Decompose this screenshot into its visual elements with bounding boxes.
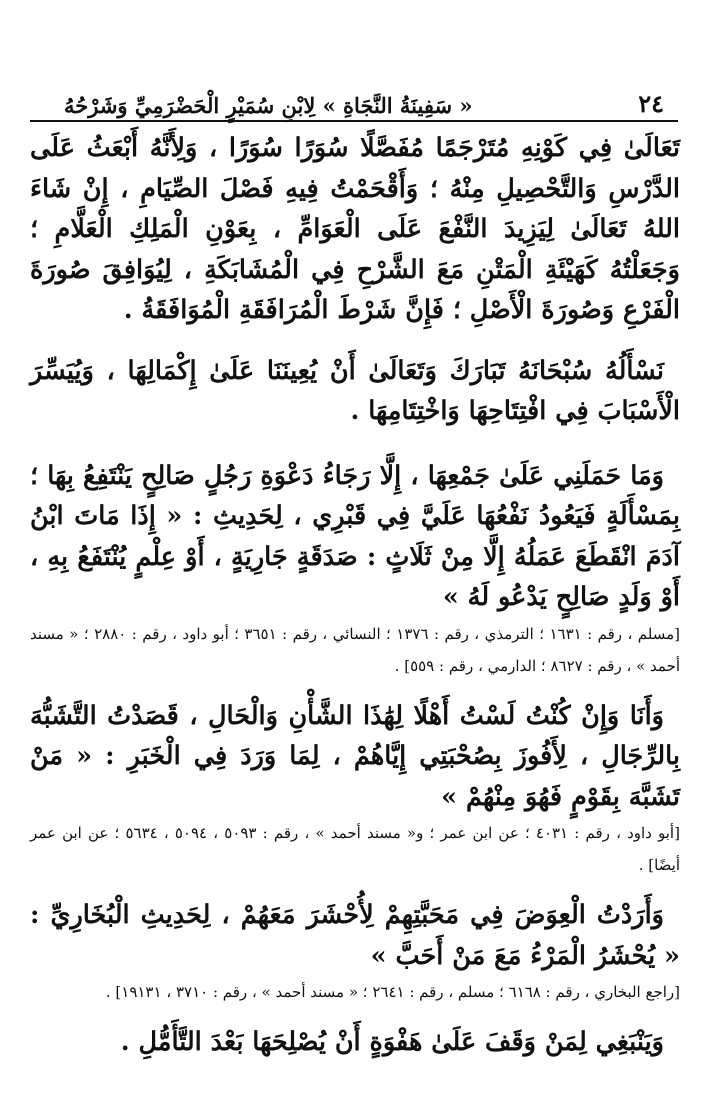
page-body xyxy=(30,128,680,1063)
paragraph-text: وَأَرَدْتُ الْعِوَضَ فِي مَحَبَّتِهِمْ لِأُحْشَرَ مَعَهُمْ ، لِحَدِيثِ الْبُخَارِيِّ : « يُحْشَرُ الْمَرْءُ مَعَ مَنْ أَحَبَّ » xyxy=(30,900,680,971)
running-title: « سَفِينَةُ النَّجَاةِ » لِابْنِ سُمَيْرٍ الْحَضْرَمِيِّ وَشَرْحُهُ xyxy=(64,93,473,118)
citation-note: [مسلم ، رقم : ١٦٣١ ؛ الترمذي ، رقم : ١٣٧٦ ؛ النسائي ، رقم : ٣٦٥١ ؛ أبو داود ، رقم : ٢٨٨٠ ؛ « مسند أحمد » ، رقم : ٨٦٢٧ ؛ الدارمي ، رقم : ٥٥٩] . xyxy=(30,624,680,675)
paragraph-intro-continuation xyxy=(30,128,680,331)
paragraph-love xyxy=(30,895,680,976)
citation-note: [أبو داود ، رقم : ٤٠٣١ ؛ عن ابن عمر ؛ و« مسند أحمد » ، رقم : ٥٠٩٣ ، ٥٠٩٤ ، ٥٦٣٤ ؛ عن ابن عمر أيضًا] . xyxy=(30,824,680,874)
paragraph-text: تَعَالَىٰ فِي كَوْنِهِ مُتَرْجَمًا مُفَصَّلًا سُوَرًا سُوَرًا ، وَلِأَنَّهُ أَبْعَثُ عَلَى الدَّرْسِ وَالتَّحْصِيلِ مِنْهُ ؛ وَأَقْحَمْتُ فِيهِ فَصْلَ الصِّيَامِ ، إِنْ شَاءَ اللهُ تَعَالَىٰ لِيَزِيدَ النَّفْعَ عَلَى الْعَوَامِّ ، بِعَوْنِ الْمَلِكِ الْعَلَّامِ ؛ وَجَعَلْتُهُ كَهَيْئَةِ الْمَتْنِ مَعَ الشَّرْحِ فِي الْمُشَابَكَةِ ، لِيُوَافِقَ صُورَةَ الْفَرْعِ وَصُورَةَ الْأَصْلِ ؛ فَإِنَّ شَرْطَ الْمُرَافَقَةِ الْمُوَافَقَةُ . xyxy=(30,133,680,325)
paragraph-text: نَسْأَلُهُ سُبْحَانَهُ تَبَارَكَ وَتَعَالَىٰ أَنْ يُعِينَنَا عَلَىٰ إِكْمَالِهَا ، وَيُيَسِّرَ الْأَسْبَابَ فِي افْتِتَاحِهَا وَاخْتِتَامِهَا . xyxy=(30,355,680,426)
header-rule xyxy=(30,120,678,122)
page-header xyxy=(34,74,674,118)
citation-note: [راجع البخاري ، رقم : ٦١٦٨ ؛ مسلم ، رقم : ٢٦٤١ ؛ « مسند أحمد » ، رقم : ٣٧١٠ ، ١٩١٣١] . xyxy=(105,983,680,1001)
page-number: ٢٤ xyxy=(638,89,664,118)
paragraph-imitation xyxy=(30,696,680,818)
paragraph-text: وَأَنَا وَإِنْ كُنْتُ لَسْتُ أَهْلًا لِهَٰذَا الشَّأْنِ وَالْحَالِ ، قَصَدْتُ التَّشَبُّهَ بِالرِّجَالِ ، لِأَفُوزَ بِصُحْبَتِي إِيَّاهُمْ ، لِمَا وَرَدَ فِي الْخَبَرِ : « مَنْ تَشَبَّهَ بِقَوْمٍ فَهُوَ مِنْهُمْ » xyxy=(30,700,680,812)
paragraph-text: وَمَا حَمَلَنِي عَلَىٰ جَمْعِهَا ، إِلَّا رَجَاءُ دَعْوَةِ رَجُلٍ صَالِحٍ يَنْتَفِعُ بِهَا ؛ بِمَسْأَلَةٍ فَيَعُودُ نَفْعُهَا عَلَيَّ فِي قَبْرِي ، لِحَدِيثِ : « إِذَا مَاتَ ابْنُ آدَمَ انْقَطَعَ عَمَلُهُ إِلَّا مِنْ ثَلَاثٍ : صَدَقَةٍ جَارِيَةٍ ، أَوْ عِلْمٍ يُنْتَفَعُ بِهِ ، أَوْ وَلَدٍ صَالِحٍ يَدْعُو لَهُ » xyxy=(30,460,680,612)
paragraph-supplication xyxy=(30,351,680,432)
paragraph-closing xyxy=(30,1022,680,1063)
paragraph-motivation xyxy=(30,456,680,618)
paragraph-text: وَيَنْبَغِي لِمَنْ وَقَفَ عَلَىٰ هَفْوَةٍ أَنْ يُصْلِحَهَا بَعْدَ التَّأَمُّلِ . xyxy=(120,1027,664,1057)
